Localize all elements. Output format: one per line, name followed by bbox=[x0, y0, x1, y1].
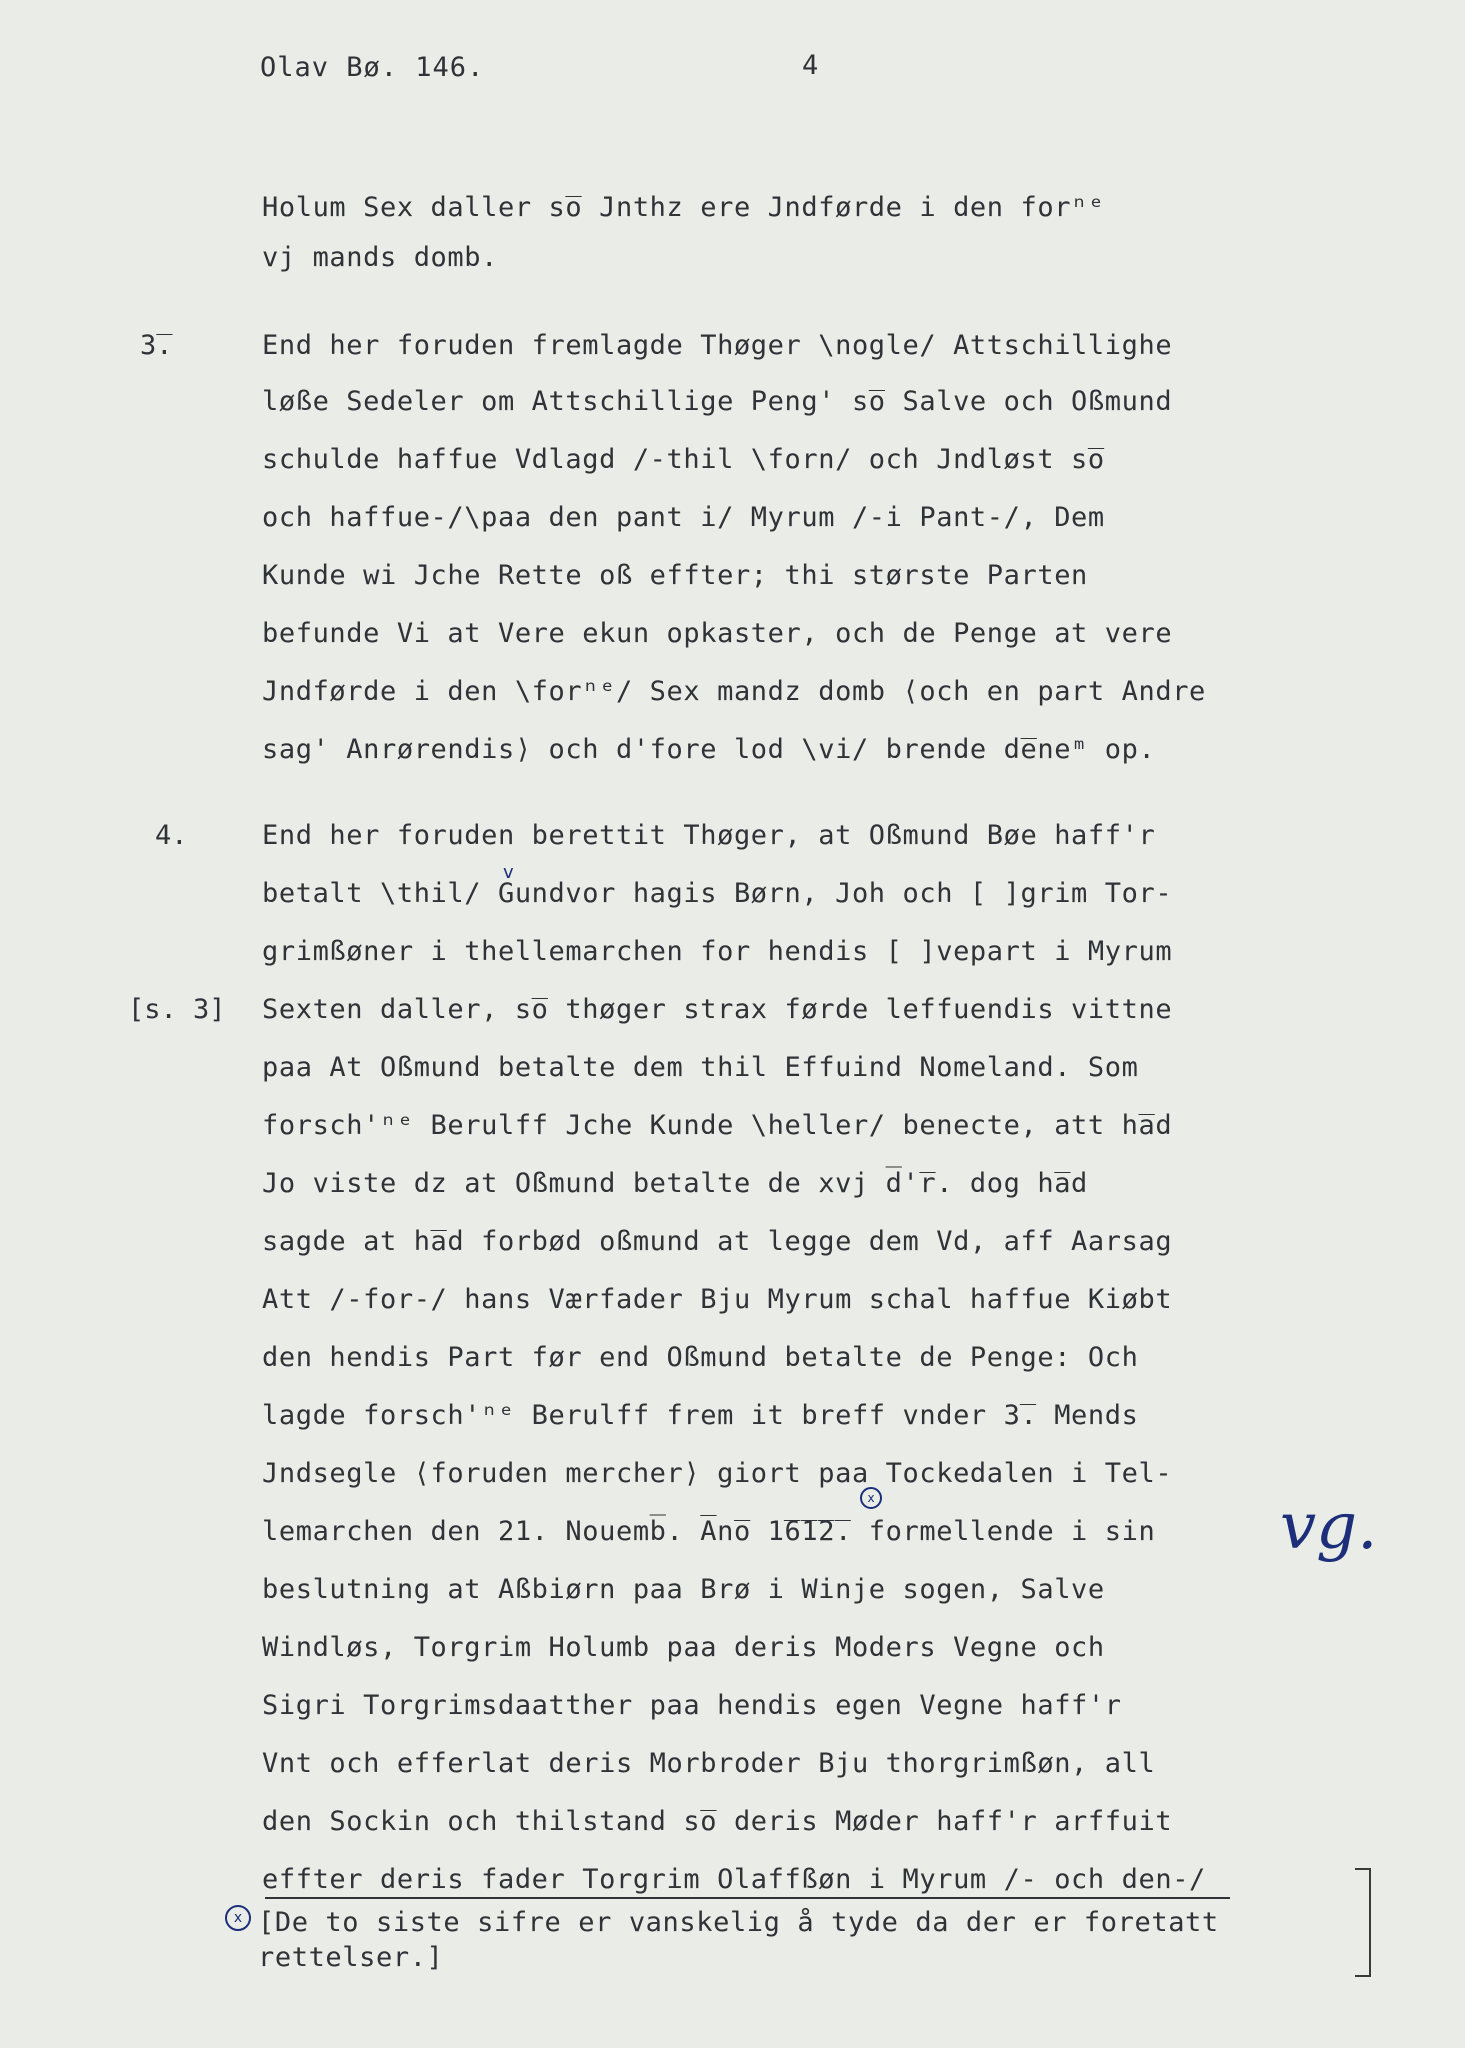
check-mark: v bbox=[503, 862, 514, 883]
text-line: vj mands domb. bbox=[262, 242, 498, 273]
text-line: Jndførde i den \forⁿᵉ/ Sex mandz domb ⟨och en part Andre bbox=[262, 676, 1206, 707]
text-line: sag' Anrørendis⟩ och d'fore lod \vi/ brende de̅neᵐ op. bbox=[262, 734, 1156, 765]
text-line: Att /-for-/ hans Værfader Bju Myrum schal haffue Kiøbt bbox=[262, 1284, 1173, 1315]
footnote-divider bbox=[265, 1897, 1230, 1899]
text-line: och haffue-/\paa den pant i/ Myrum /-i Pant-/, Dem bbox=[262, 502, 1105, 533]
text-line: Vnt och efferlat deris Morbroder Bju thorgrimßøn, all bbox=[262, 1748, 1156, 1779]
footnote-marker-icon: x bbox=[225, 1905, 251, 1931]
text-line: schulde haffue Vdlagd /-thil \forn/ och Jndløst so̅ bbox=[262, 444, 1105, 475]
text-line: Jndsegle ⟨foruden mercher⟩ giort paa Tockedalen i Tel- bbox=[262, 1458, 1173, 1489]
text-line: løße Sedeler om Attschillige Peng' so̅ Salve och Oßmund bbox=[262, 386, 1173, 417]
text-line: den Sockin och thilstand so̅ deris Møder haff'r arffuit bbox=[262, 1806, 1173, 1837]
text-line: den hendis Part før end Oßmund betalte de Penge: Och bbox=[262, 1342, 1139, 1373]
text-line: lemarchen den 21. Nouemb̅. A̅no̅ 1̅6̅1̅2̅. formellende i sin bbox=[262, 1516, 1156, 1547]
margin-page-ref: [s. 3] bbox=[128, 994, 226, 1025]
footnote-line: rettelser.] bbox=[258, 1942, 444, 1973]
handwritten-note: vg. bbox=[1280, 1490, 1378, 1564]
section-number: 4. bbox=[155, 820, 188, 851]
document-header: Olav Bø. 146. bbox=[260, 52, 485, 83]
text-line: lagde forsch'ⁿᵉ Berulff frem it breff vnder 3̅. Mends bbox=[262, 1400, 1139, 1431]
text-line: End her foruden berettit Thøger, at Oßmund Bøe haff'r bbox=[262, 820, 1156, 851]
text-line: Kunde wi Jche Rette oß effter; thi største Parten bbox=[262, 560, 1088, 591]
text-line: befunde Vi at Vere ekun opkaster, och de Penge at vere bbox=[262, 618, 1173, 649]
text-line: paa At Oßmund betalte dem thil Effuind Nomeland. Som bbox=[262, 1052, 1139, 1083]
text-line: effter deris fader Torgrim Olaffßøn i Myrum /- och den-/ bbox=[262, 1864, 1206, 1895]
text-line: grimßøner i thellemarchen for hendis [ ]vepart i Myrum bbox=[262, 936, 1173, 967]
text-line: Sexten daller, so̅ thøger strax førde leffuendis vittne bbox=[262, 994, 1173, 1025]
section-number: 3̅. bbox=[140, 330, 173, 361]
page-number: 4 bbox=[802, 50, 819, 81]
text-line: Sigri Torgrimsdaatther paa hendis egen Vegne haff'r bbox=[262, 1690, 1122, 1721]
text-line: sagde at ha̅d forbød oßmund at legge dem Vd, aff Aarsag bbox=[262, 1226, 1173, 1257]
footnote-line: [De to siste sifre er vanskelig å tyde da der er foretatt bbox=[258, 1907, 1219, 1938]
text-line: forsch'ⁿᵉ Berulff Jche Kunde \heller/ benecte, att ha̅d bbox=[262, 1110, 1173, 1141]
footnote-reference-icon: x bbox=[860, 1487, 882, 1509]
margin-bracket bbox=[1355, 1868, 1371, 1977]
text-line: End her foruden fremlagde Thøger \nogle/ Attschillighe bbox=[262, 330, 1173, 361]
text-line: betalt \thil/ Gundvor hagis Børn, Joh och [ ]grim Tor- bbox=[262, 878, 1173, 909]
text-line: Windløs, Torgrim Holumb paa deris Moders Vegne och bbox=[262, 1632, 1105, 1663]
text-line: Holum Sex daller so̅ Jnthz ere Jndførde i den forⁿᵉ bbox=[262, 192, 1105, 223]
text-line: beslutning at Aßbiørn paa Brø i Winje sogen, Salve bbox=[262, 1574, 1105, 1605]
text-line: Jo viste dz at Oßmund betalte de xvj d̅'r̅. dog ha̅d bbox=[262, 1168, 1088, 1199]
